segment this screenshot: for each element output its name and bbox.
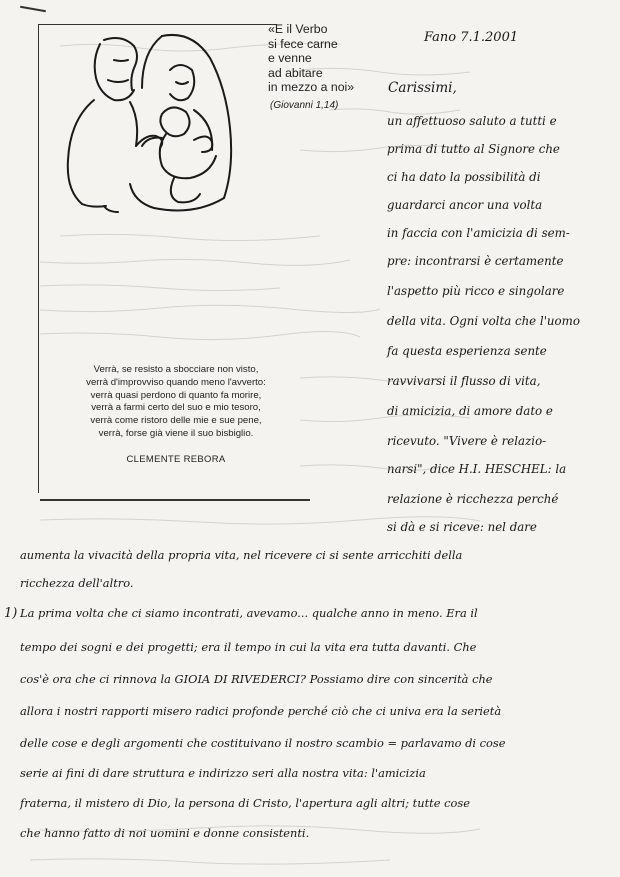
- letter-line: serie ai fini di dare struttura e indirizzo seri alla nostra vita: l'amicizia: [20, 766, 426, 780]
- letter-line: si dà e si riceve: nel dare: [387, 520, 537, 534]
- letter-line: ci ha dato la possibilità di: [387, 170, 541, 184]
- letter-line: relazione è ricchezza perché: [387, 492, 559, 506]
- letter-line: in faccia con l'amicizia di sem-: [387, 226, 570, 240]
- letter-line: fraterna, il mistero di Dio, la persona di Cristo, l'apertura agli altri; tutte cose: [20, 796, 470, 810]
- letter-line: delle cose e degli argomenti che costituivano il nostro scambio = parlavamo di cose: [20, 736, 506, 750]
- letter-greeting: Carissimi,: [388, 80, 457, 96]
- poem-line: verrà, forse già viene il suo bisbiglio.: [98, 427, 254, 439]
- letter-line: prima di tutto al Signore che: [387, 142, 560, 156]
- poem-line: verrà come ristoro delle mie e sue pene,: [90, 415, 262, 427]
- letter-line: fa questa esperienza sente: [387, 344, 547, 358]
- letter-date: Fano 7.1.2001: [424, 30, 519, 45]
- quote-line: si fece carne: [268, 36, 338, 51]
- letter-line: di amicizia, di amore dato e: [387, 404, 553, 418]
- letter-line: ricchezza dell'altro.: [20, 576, 134, 590]
- poem-line: verrà quasi perdono di quanto fa morire,: [90, 389, 262, 401]
- list-marker: 1): [4, 606, 18, 621]
- letter-line: un affettuoso saluto a tutti e: [387, 114, 557, 128]
- scripture-quote: [268, 22, 398, 113]
- letter-line: della vita. Ogni volta che l'uomo: [387, 314, 580, 328]
- poem-line: Verrà, se resisto a sbocciare non visto,: [93, 364, 259, 375]
- poem-line: verrà d'improvviso quando meno l'avverto:: [86, 376, 266, 388]
- poem-line: verrà a farmi certo del suo e mio tesoro,: [91, 402, 261, 414]
- letter-line: allora i nostri rapporti misero radici profonde perché ciò che ci univa era la serietà: [20, 704, 502, 718]
- letter-line: ricevuto. "Vivere è relazio-: [387, 434, 547, 448]
- quote-line: in mezzo a noi»: [268, 80, 355, 94]
- letter-line: tempo dei sogni e dei progetti; era il tempo in cui la vita era tutta davanti. Che: [20, 640, 477, 654]
- letter-line: aumenta la vivacità della propria vita, nel ricevere ci si sente arricchiti della: [20, 548, 463, 562]
- quote-line: e venne: [268, 51, 312, 65]
- card-bottom-rule: [40, 499, 310, 501]
- letter-line: guardarci ancor una volta: [387, 198, 543, 212]
- letter-line: ravvivarsi il flusso di vita,: [387, 374, 541, 388]
- poem-author: CLEMENTE REBORA: [126, 454, 226, 465]
- holy-family-illustration: [44, 30, 268, 230]
- letter-line: cos'è ora che ci rinnova la GIOIA DI RIVEDERCI? Possiamo dire con sincerità che: [20, 672, 493, 686]
- quote-line: «E il Verbo: [268, 22, 328, 36]
- letter-line: l'aspetto più ricco e singolare: [387, 284, 565, 298]
- poem: [44, 364, 308, 441]
- letter-line: pre: incontrarsi è certamente: [387, 254, 564, 268]
- quote-reference: (Giovanni 1,14): [270, 99, 339, 111]
- letter-line: narsi", dice H.I. HESCHEL: la: [387, 462, 567, 476]
- quote-line: ad abitare: [268, 65, 323, 80]
- letter-line: La prima volta che ci siamo incontrati, avevamo... qualche anno in meno. Era il: [20, 606, 478, 620]
- letter-line: che hanno fatto di noi uomini e donne consistenti.: [20, 826, 310, 840]
